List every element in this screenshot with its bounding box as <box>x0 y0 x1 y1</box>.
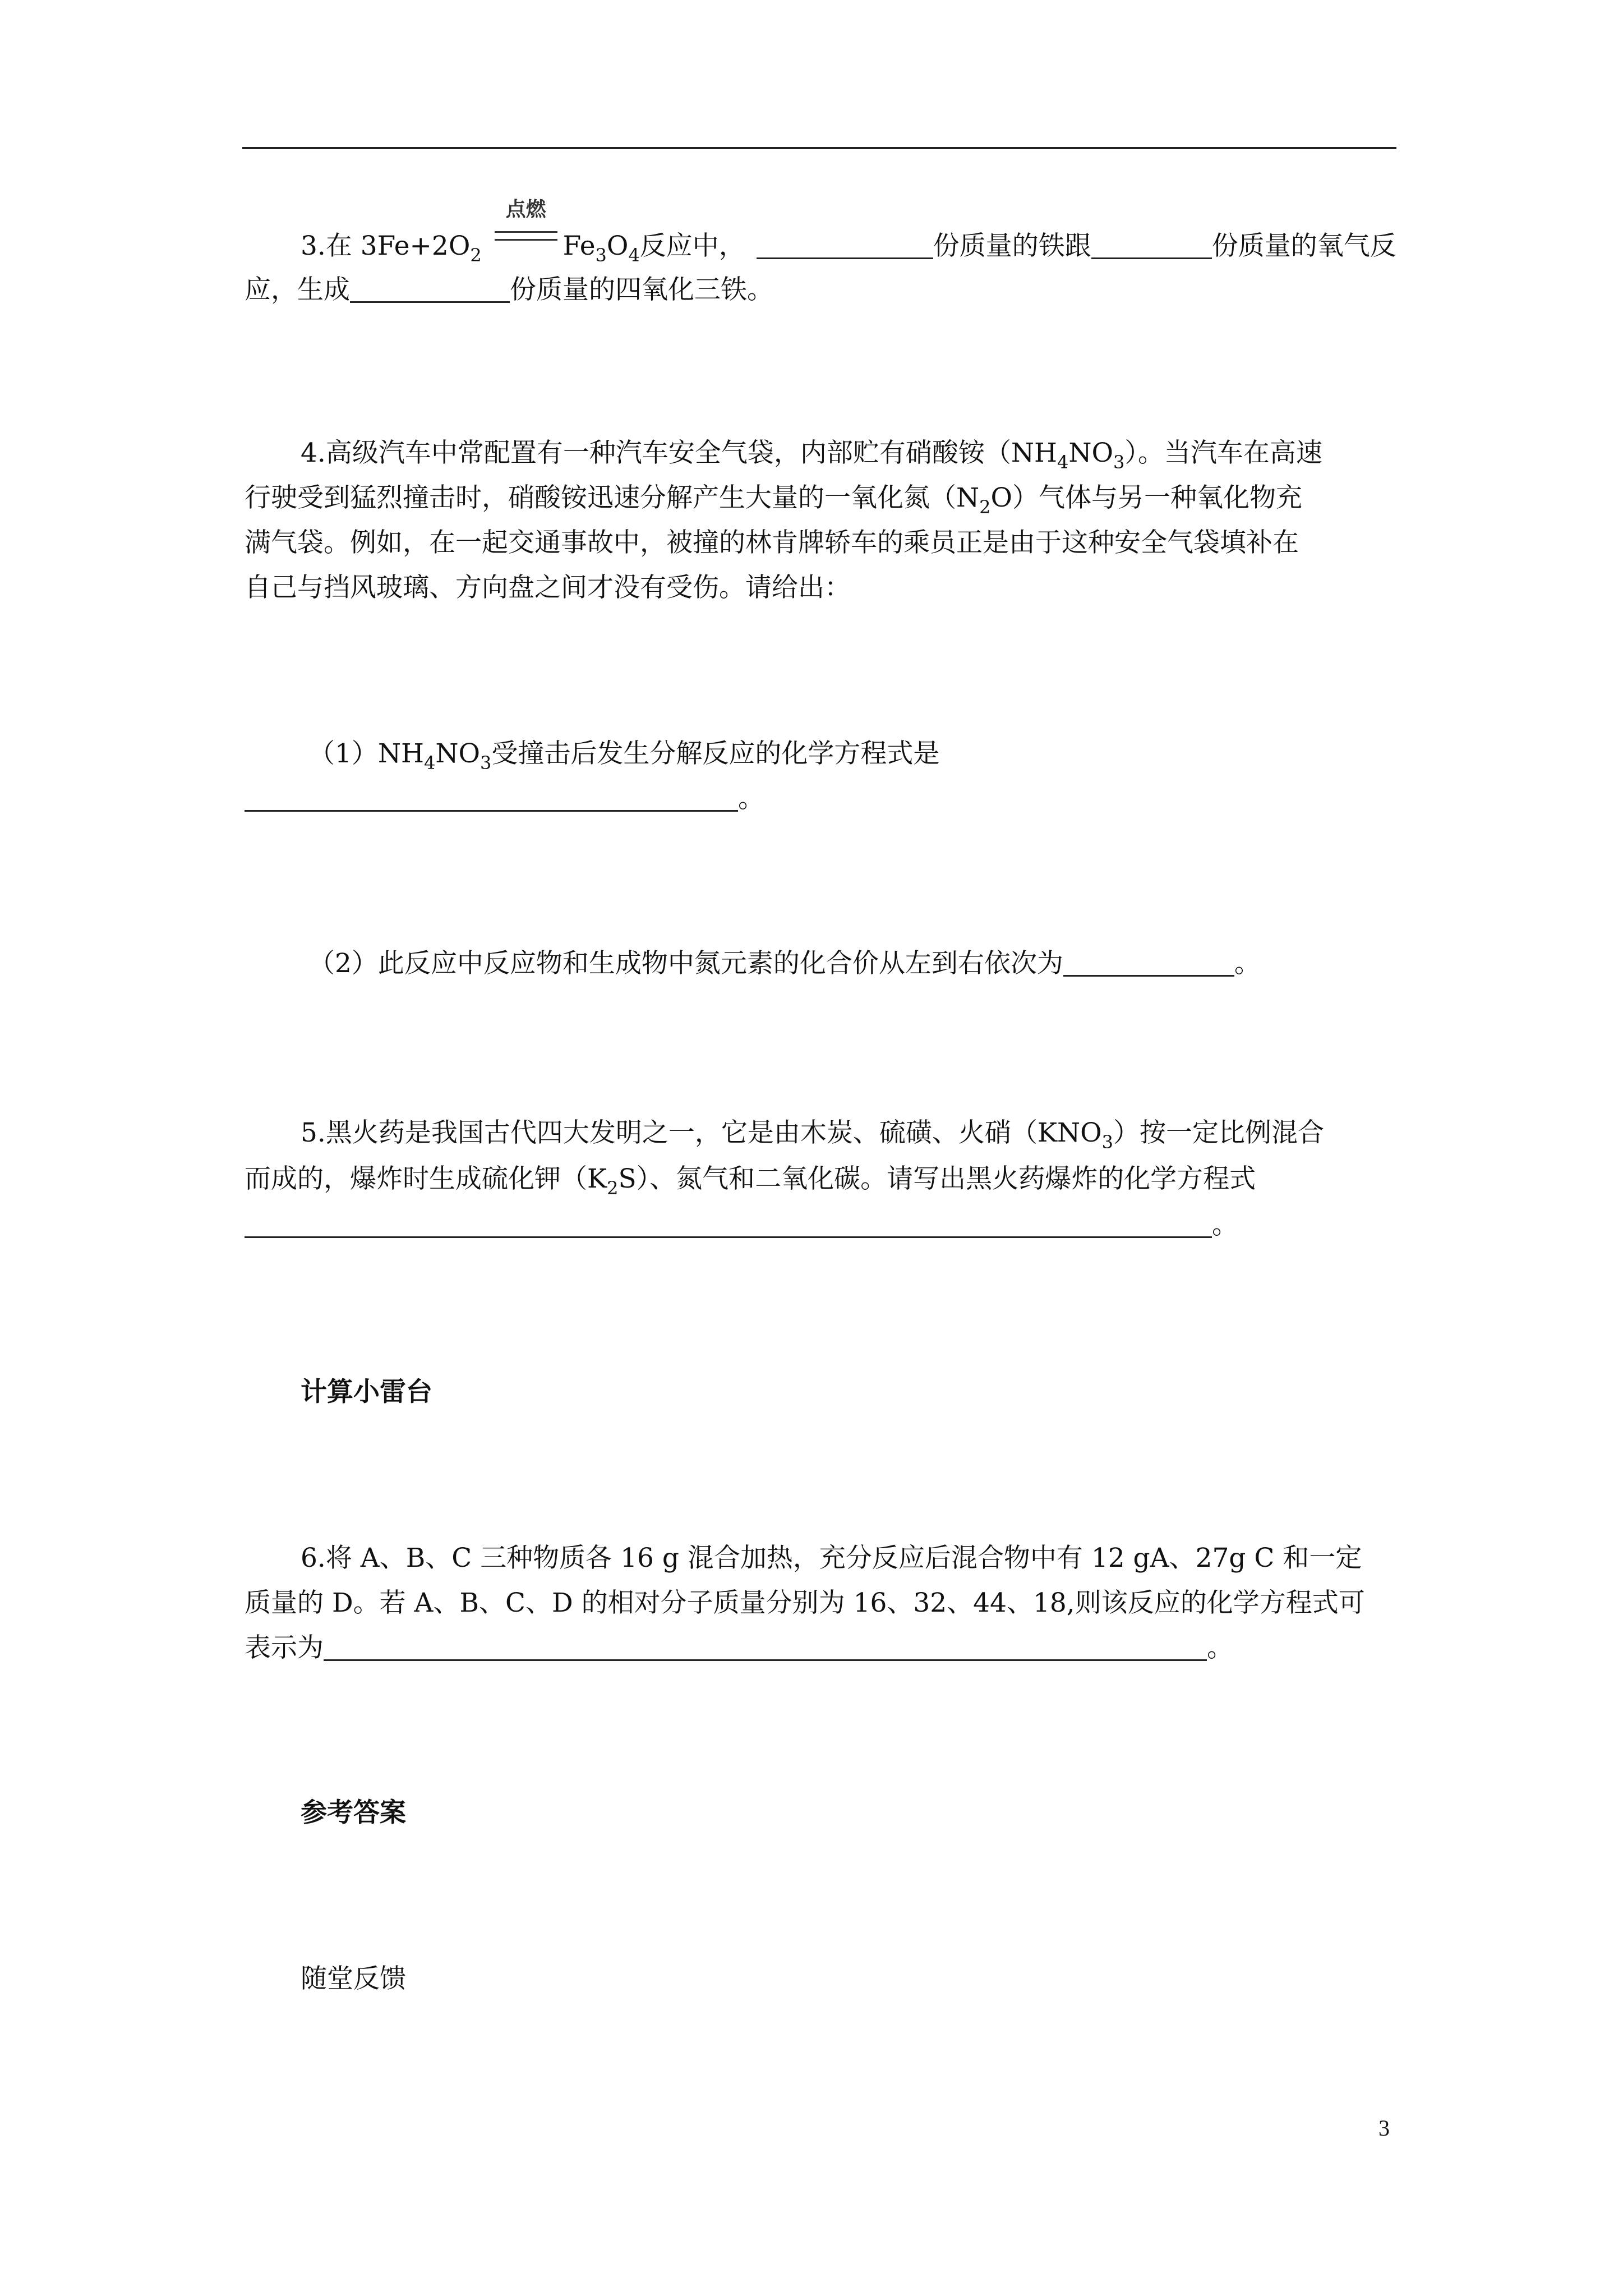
reaction-condition-arrow <box>492 198 560 257</box>
q6-end: 。 <box>1207 1632 1233 1663</box>
q3-blank-product[interactable] <box>350 279 510 303</box>
q5-end: 。 <box>1212 1209 1238 1240</box>
q5-l1-a: 5.黑火药是我国古代四大发明之一，它是由木炭、硫磺、火硝（KNO <box>301 1117 1102 1148</box>
q5-l1-b: ）按一定比例混合 <box>1113 1117 1324 1148</box>
section-heading-calc: 计算小雷台 <box>301 1377 432 1407</box>
section-heading-answers: 参考答案 <box>301 1797 406 1828</box>
header-rule <box>242 147 1396 149</box>
q4-part2-line <box>308 950 1261 977</box>
q4-l1-sub1: 4 <box>1057 452 1069 473</box>
q5-l1-sub: 3 <box>1101 1131 1113 1153</box>
q5-line-3 <box>245 1209 1238 1240</box>
q6-line-3 <box>245 1632 1233 1663</box>
q6-line-1: 6.将 A、B、C 三种物质各 16 g 混合加热，充分反应后混合物中有 12 gA、27g C 和一定 <box>301 1543 1362 1573</box>
q4-p2-blank-valence[interactable] <box>1063 953 1234 977</box>
q4-l2-a: 行驶受到猛烈撞击时，硝酸铵迅速分解产生大量的一氧化氮（N <box>245 482 980 513</box>
q3-fe: Fe <box>562 231 596 261</box>
q5-l2-a: 而成的，爆炸时生成硫化钾（K <box>245 1163 607 1194</box>
q4-l2-sub: 2 <box>979 496 991 518</box>
condition-label: 点燃 <box>505 198 546 221</box>
q6-line-2: 质量的 D。若 A、B、C、D 的相对分子质量分别为 16、32、44、18,则该反应的化学方程式可 <box>245 1588 1365 1618</box>
q3-mid1: 份质量的铁跟 <box>933 231 1091 261</box>
q3-o-subscript: 4 <box>628 245 640 266</box>
q4-l1-a: 4.高级汽车中常配置有一种汽车安全气袋，内部贮有硝酸铵（NH <box>301 438 1057 468</box>
q3-after: 反应中， <box>639 231 745 261</box>
q4-part1-line-2 <box>245 785 764 812</box>
q4-p1-a: （1）NH <box>308 738 425 769</box>
q4-l1-b: NO <box>1068 438 1113 468</box>
q4-line-3: 满气袋。例如，在一起交通事故中，被撞的林肯牌轿车的乘员正是由于这种安全气袋填补在 <box>245 527 1299 558</box>
q3-fe-subscript: 3 <box>595 245 607 266</box>
q4-part1-line-1 <box>308 740 939 772</box>
q4-line-4: 自己与挡风玻璃、方向盘之间才没有受伤。请给出： <box>245 572 851 603</box>
q4-l1-sub2: 3 <box>1113 452 1125 473</box>
q4-p1-blank-equation[interactable] <box>245 788 738 812</box>
q3-blank-oxygen[interactable] <box>1091 235 1212 259</box>
q3-line2-start: 应，生成 <box>245 274 350 305</box>
q4-line-2 <box>245 482 1303 518</box>
q5-l2-sub: 2 <box>607 1177 619 1199</box>
q3-o: O <box>606 231 629 261</box>
feedback-heading: 随堂反馈 <box>301 1963 406 1994</box>
q3-line-2 <box>245 274 773 305</box>
equal-sign-line-top <box>495 231 557 233</box>
q5-blank-equation[interactable] <box>245 1214 1212 1238</box>
q3-mid2: 份质量的氧气反 <box>1211 231 1396 261</box>
q4-l2-b: O）气体与另一种氧化物充 <box>990 482 1303 513</box>
q4-p2-end: 。 <box>1234 948 1261 979</box>
q4-p1-b: NO <box>435 738 481 769</box>
q4-p2-text: （2）此反应中反应物和生成物中氮元素的化合价从左到右依次为 <box>308 948 1063 979</box>
q4-p1-sub2: 3 <box>480 752 492 774</box>
q4-p1-end: 。 <box>738 783 764 814</box>
q5-line-2 <box>245 1163 1256 1199</box>
q6-l3-start: 表示为 <box>245 1632 324 1663</box>
equal-sign-line-bottom <box>495 239 557 241</box>
q3-line-1 <box>301 198 1396 266</box>
q5-line-1 <box>301 1117 1324 1153</box>
q4-p1-c: 受撞击后发生分解反应的化学方程式是 <box>491 738 940 769</box>
q4-p1-sub1: 4 <box>424 752 436 774</box>
q6-blank-equation[interactable] <box>324 1637 1207 1661</box>
q3-line2-end: 份质量的四氧化三铁。 <box>510 274 773 305</box>
q3-prefix: 3.在 3Fe+2O <box>301 231 471 261</box>
q3-o2-subscript: 2 <box>470 245 482 266</box>
q3-blank-iron[interactable] <box>757 235 933 259</box>
page-number: 3 <box>1378 2115 1390 2141</box>
q5-l2-b: S）、氮气和二氧化碳。请写出黑火药爆炸的化学方程式 <box>618 1163 1256 1194</box>
q4-l1-c: ）。当汽车在高速 <box>1124 438 1322 468</box>
q4-line-1 <box>301 440 1322 471</box>
